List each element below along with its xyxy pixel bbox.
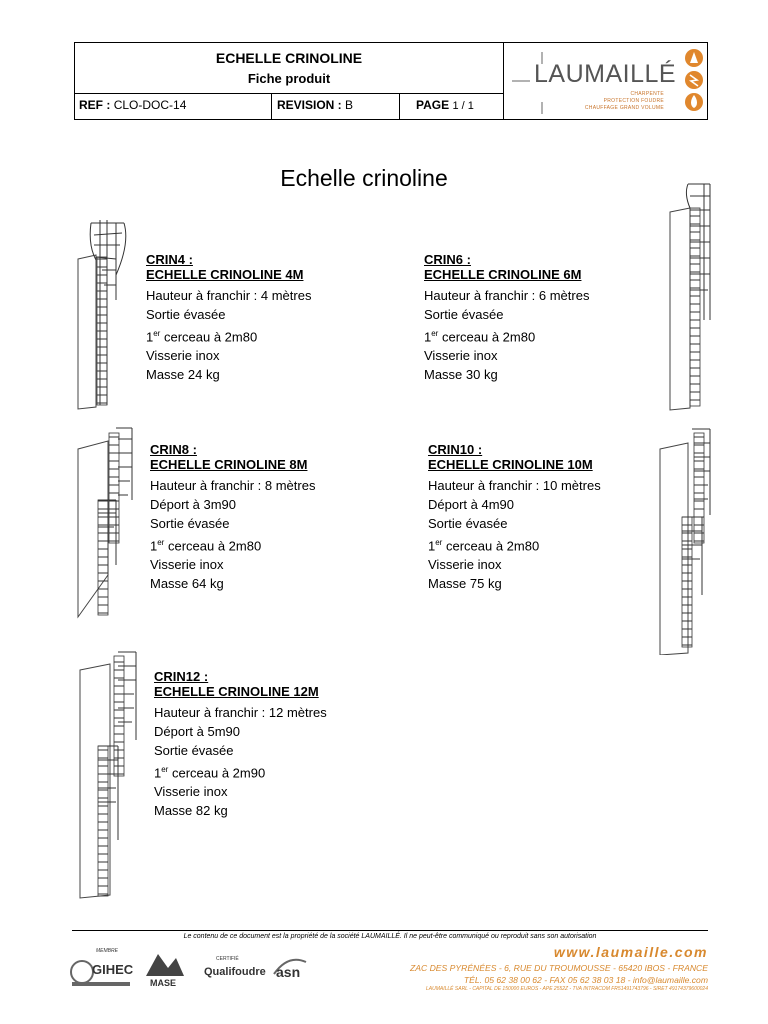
spec-line: 1er cerceau à 2m80 xyxy=(428,538,540,554)
spec-line: Déport à 3m90 xyxy=(150,497,236,512)
spec-line: Sortie évasée xyxy=(428,516,508,531)
product-code: CRIN8 : xyxy=(150,442,197,457)
spec-line: Visserie inox xyxy=(424,348,498,364)
spec-line: Visserie inox xyxy=(428,557,502,573)
ordinal-superscript: er xyxy=(431,329,439,338)
product-name: ECHELLE CRINOLINE 6M xyxy=(424,267,582,282)
logo-tagline: CHARPENTE xyxy=(630,91,664,97)
footer-address xyxy=(330,962,708,986)
spec-line: Déport à 4m90 xyxy=(428,497,514,512)
spec-line: Hauteur à franchir : 4 mètres xyxy=(146,288,312,303)
spec-line: Sortie évasée xyxy=(150,516,230,531)
product-code: CRIN6 : xyxy=(424,252,471,267)
mase-label: MASE xyxy=(150,978,177,988)
certification-logos xyxy=(70,948,330,998)
spec-line: Hauteur à franchir : 8 mètres xyxy=(150,478,316,493)
logo-wordmark: LAUMAILLÉ xyxy=(534,60,677,88)
spec-line: Masse 24 kg xyxy=(146,367,220,383)
header-divider xyxy=(271,93,272,119)
spec-line: Sortie évasée xyxy=(154,743,234,758)
mase-logo xyxy=(144,948,186,978)
qualifoudre-label: Qualifoudre xyxy=(204,966,266,978)
certifie-caption: CERTIFIÉ xyxy=(216,956,239,962)
spec-line: Déport à 5m90 xyxy=(154,724,240,739)
product-crin8 xyxy=(150,443,315,593)
spec-line: Masse 75 kg xyxy=(428,576,502,592)
ref-value: CLO-DOC-14 xyxy=(113,98,187,112)
product-code: CRIN10 : xyxy=(428,442,483,457)
ordinal-superscript: er xyxy=(435,538,443,547)
page-cell xyxy=(416,98,474,112)
product-name: ECHELLE CRINOLINE 4M xyxy=(146,267,304,282)
ladder-crin4-image xyxy=(76,215,136,410)
spec-line: 1er cerceau à 2m80 xyxy=(150,538,262,554)
ref-label: REF : xyxy=(79,98,111,112)
spec-line: Visserie inox xyxy=(146,348,220,364)
product-name: ECHELLE CRINOLINE 12M xyxy=(154,684,319,699)
ladder-crin6-image xyxy=(668,180,714,412)
spec-line: Visserie inox xyxy=(154,784,228,800)
spec-line: Masse 30 kg xyxy=(424,367,498,383)
product-code: CRIN12 : xyxy=(154,669,209,684)
ordinal-superscript: er xyxy=(153,329,161,338)
product-name: ECHELLE CRINOLINE 10M xyxy=(428,457,593,472)
spec-line: 1er cerceau à 2m80 xyxy=(424,329,536,345)
spec-line: 1er cerceau à 2m80 xyxy=(146,329,258,345)
product-name: ECHELLE CRINOLINE 8M xyxy=(150,457,308,472)
header-divider xyxy=(75,93,503,94)
spec-line: Hauteur à franchir : 12 mètres xyxy=(154,705,327,720)
gihec-label: GIHEC xyxy=(92,962,134,977)
product-code: CRIN4 : xyxy=(146,252,193,267)
footer-copyright-notice: Le contenu de ce document est la propriété de la société LAUMAILLÉ. Il ne peut-être communiqué ou reproduit sans son autorisation xyxy=(183,933,597,940)
company-logo xyxy=(504,44,706,118)
revision-value: B xyxy=(345,98,354,112)
ladder-crin10-image xyxy=(658,425,714,655)
spec-line: 1er cerceau à 2m90 xyxy=(154,765,266,781)
product-crin12 xyxy=(154,670,327,820)
footer-divider xyxy=(72,930,708,931)
spec-line: Masse 64 kg xyxy=(150,576,224,592)
ordinal-superscript: er xyxy=(161,765,169,774)
revision-label: REVISION : xyxy=(277,98,342,112)
header-divider xyxy=(399,93,400,119)
ref-cell xyxy=(79,98,186,112)
product-crin4 xyxy=(146,253,311,384)
membre-caption: MEMBRE xyxy=(96,948,118,954)
website-link[interactable]: www.laumaille.com xyxy=(553,944,708,960)
asn-label: asn xyxy=(276,964,301,980)
spec-line: Hauteur à franchir : 6 mètres xyxy=(424,288,590,303)
product-crin6 xyxy=(424,253,589,384)
ordinal-superscript: er xyxy=(157,538,165,547)
legal-line: LAUMAILLÉ SARL - CAPITAL DE 150000 EUROS - APE 2552Z - TVA INTRACOM FR51491743796 - SIRET 49174379600024 xyxy=(426,986,708,992)
spec-line: Masse 82 kg xyxy=(154,803,228,819)
spec-line: Hauteur à franchir : 10 mètres xyxy=(428,478,601,493)
spec-line: Visserie inox xyxy=(150,557,224,573)
ladder-crin12-image xyxy=(78,650,144,902)
document-title: ECHELLE CRINOLINE xyxy=(215,50,363,66)
logo-tagline: CHAUFFAGE GRAND VOLUME xyxy=(584,105,664,111)
revision-cell xyxy=(277,98,353,112)
spec-line: Sortie évasée xyxy=(146,307,226,322)
logo-tagline: PROTECTION FOUDRE xyxy=(603,98,664,104)
page-label: PAGE xyxy=(416,98,450,112)
phone-line: TÉL. 05 62 38 00 62 - FAX 05 62 38 03 18 - info@laumaille.com xyxy=(463,975,708,985)
document-subtitle: Fiche produit xyxy=(247,71,331,86)
ladder-crin8-image xyxy=(76,425,144,620)
page-title: Echelle crinoline xyxy=(280,165,448,191)
page-value: 1 / 1 xyxy=(452,100,474,112)
spec-line: Sortie évasée xyxy=(424,307,504,322)
product-crin10 xyxy=(428,443,601,593)
address-line: ZAC DES PYRÉNÉES - 6, RUE DU TROUMOUSSE - 65420 IBOS - FRANCE xyxy=(410,963,708,973)
